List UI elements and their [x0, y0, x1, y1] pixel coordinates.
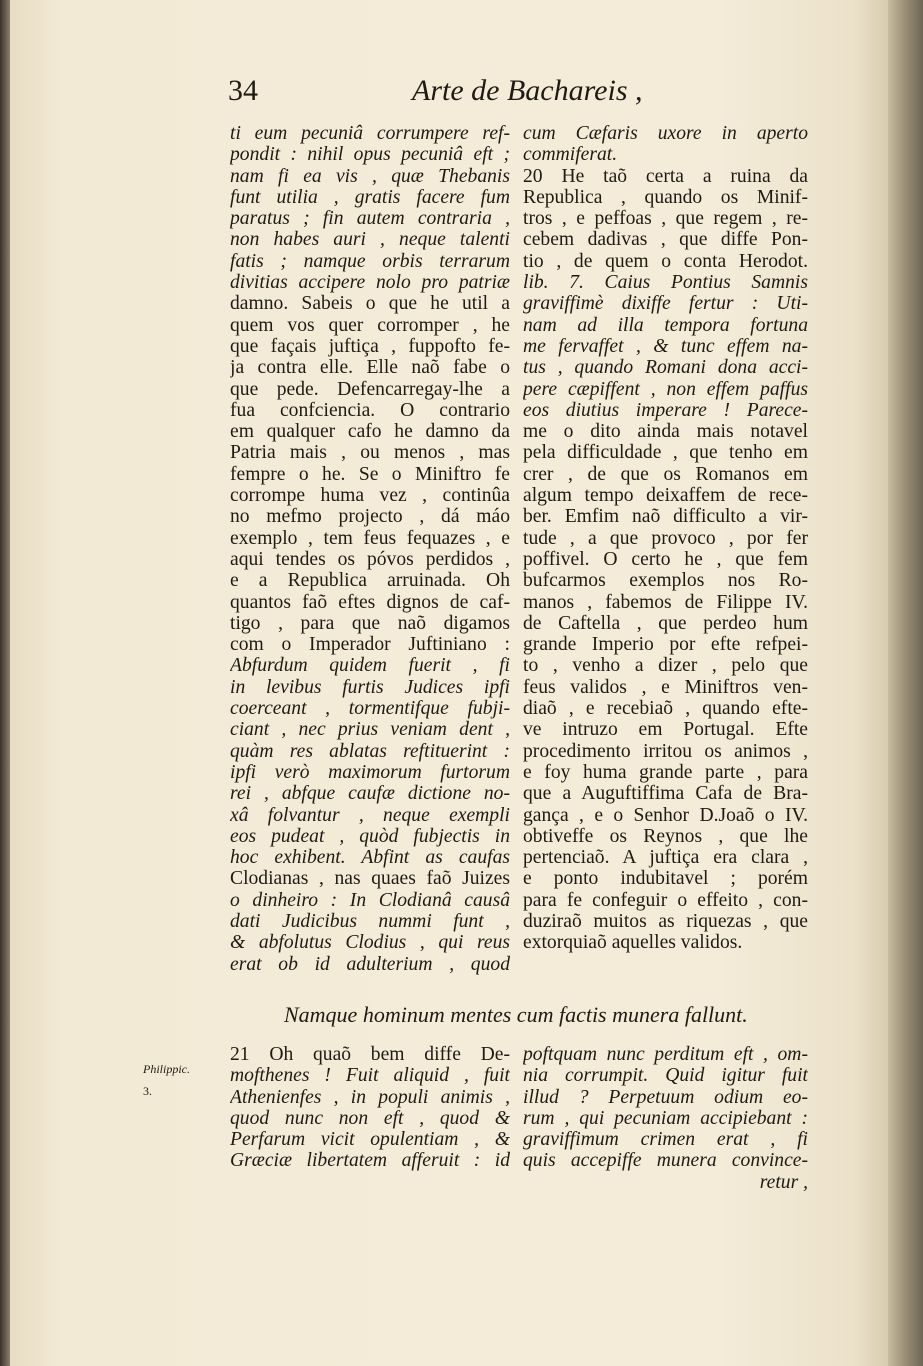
text-line: tus , quando Romani dona acci-	[523, 357, 808, 379]
text-line: Clodianas , nas quaes faõ Juizes	[230, 868, 510, 890]
text-line: quem vos quer corromper , he	[230, 314, 510, 336]
text-line: exemplo , tem feus fequazes , e	[230, 527, 510, 549]
page-header	[0, 74, 923, 124]
text-line: Græciæ libertatem afferuit : id	[230, 1150, 510, 1172]
text-line: corrompe huma vez , continûa	[230, 485, 510, 507]
text-line: cum Cæfaris uxore in aperto	[523, 123, 808, 144]
right-column	[523, 123, 808, 954]
text-line: bufcarmos exemplos nos Ro-	[523, 570, 808, 592]
margin-note-line: Philippic.	[143, 1062, 190, 1076]
text-line: ipfi verò maximorum furtorum	[230, 761, 510, 783]
text-line: in levibus furtis Judices ipfi	[230, 676, 510, 698]
text-line: pela difficuldade , que tenho em	[523, 442, 808, 464]
text-line: com o Imperador Juftiniano :	[230, 634, 510, 656]
text-line: dati Judicibus nummi funt ,	[230, 910, 510, 932]
text-line: quis accepiffe munera convince-	[523, 1150, 808, 1172]
text-line: tros , e peffoas , que regem , re-	[523, 208, 808, 230]
right-column-bottom	[523, 1044, 808, 1193]
text-line: obtiveffe os Reynos , que lhe	[523, 825, 808, 847]
text-line: manos , fabemos de Filippe IV.	[523, 591, 808, 613]
text-line: e foy huma grande parte , para	[523, 761, 808, 783]
text-line: graviffimè dixiffe fertur : Uti-	[523, 293, 808, 315]
text-line: me o dito ainda mais notavel	[523, 421, 808, 443]
text-line: mofthenes ! Fuit aliquid , fuit	[230, 1065, 510, 1087]
text-line: duziraõ muitos as riquezas , que	[523, 910, 808, 932]
text-line: Perfarum vicit opulentiam , &	[230, 1129, 510, 1151]
text-line: to , venho a dizer , pelo que	[523, 655, 808, 677]
text-line: grande Imperio por efte refpei-	[523, 634, 808, 656]
text-line: coerceant , tormentifque fubji-	[230, 698, 510, 720]
text-line: hoc exhibent. Abfint as caufas	[230, 847, 510, 869]
text-line: commiferat.	[523, 144, 618, 166]
text-line: tio , de quem o conta Herodot.	[523, 250, 808, 272]
text-line: gança , e o Senhor D.Joaõ o IV.	[523, 804, 808, 826]
text-line: quod nunc non eft , quod &	[230, 1107, 510, 1129]
text-line: diaõ , e recebiaõ , quando efte-	[523, 698, 808, 720]
text-line: Republica , quando os Minif-	[523, 186, 808, 208]
text-line: procedimento irritou os animos ,	[523, 740, 808, 762]
text-line: fatis ; namque orbis terrarum	[230, 250, 510, 272]
text-line: poftquam nunc perditum eft , om-	[523, 1044, 808, 1065]
text-line: de Caftella , que perdeo hum	[523, 612, 808, 634]
text-line: Athenienfes , in populi animis ,	[230, 1086, 510, 1108]
text-line: algum tempo deixaffem de rece-	[523, 485, 808, 507]
text-line: em qualquer cafo he damno da	[230, 421, 510, 443]
margin-note	[143, 1058, 190, 1102]
text-line: eos pudeat , quòd fubjectis in	[230, 825, 510, 847]
text-line: damno. Sabeis o que he util a	[230, 293, 510, 315]
centered-quote: Namque hominum mentes cum factis munera fallunt.	[284, 1002, 748, 1027]
text-line: ja contra elle. Elle naõ fabe o	[230, 357, 510, 379]
book-gutter	[0, 0, 10, 1366]
left-column-bottom	[230, 1044, 510, 1172]
text-line: xâ folvantur , neque exempli	[230, 804, 510, 826]
text-line: aqui tendes os póvos perdidos ,	[230, 548, 510, 570]
text-line: & abfolutus Clodius , qui reus	[230, 932, 510, 954]
text-line: extorquiaõ aquelles validos.	[523, 932, 743, 954]
text-line: poffivel. O certo he , que fem	[523, 548, 808, 570]
text-line: ti eum pecuniâ corrumpere ref-	[230, 123, 510, 144]
text-line: Abfurdum quidem fuerit , fi	[230, 655, 510, 677]
text-line: que façais juftiça , fuppofto fe-	[230, 335, 510, 357]
text-line: quàm res ablatas reftituerint :	[230, 740, 510, 762]
text-line: pertenciaõ. A juftiça era clara ,	[523, 847, 808, 869]
text-line: que pede. Defencarregay-lhe a	[230, 378, 510, 400]
text-line: quantos faõ eftes dignos de caf-	[230, 591, 510, 613]
text-line: non habes auri , neque talenti	[230, 229, 510, 251]
text-line: no mefmo projecto , dá máo	[230, 506, 510, 528]
text-line: tude , a que provoco , por fer	[523, 527, 808, 549]
text-line: para fe confeguir o effeito , con-	[523, 889, 808, 911]
text-line: pondit : nihil opus pecuniâ eft ;	[230, 144, 510, 166]
text-line: feus validos , e Miniftros ven-	[523, 676, 808, 698]
text-line: nia corrumpit. Quid igitur fuit	[523, 1065, 808, 1087]
text-line: o dinheiro : In Clodianâ causâ	[230, 889, 510, 911]
text-line: Patria mais , ou menos , mas	[230, 442, 510, 464]
text-line: divitias accipere nolo pro patriæ	[230, 272, 510, 294]
text-line: illud ? Perpetuum odium eo-	[523, 1086, 808, 1108]
text-line: paratus ; fin autem contraria ,	[230, 208, 510, 230]
text-line: crer , de que os Romanos em	[523, 463, 808, 485]
text-line: 20 He taõ certa a ruina da	[523, 165, 808, 187]
text-line: eos diutius imperare ! Parece-	[523, 399, 808, 421]
margin-note-line: 3.	[143, 1084, 152, 1098]
left-column	[230, 123, 510, 975]
text-line: fempre o he. Se o Miniftro fe	[230, 463, 510, 485]
text-line: rum , qui pecuniam accipiebant :	[523, 1107, 808, 1129]
facing-page-edge	[888, 0, 923, 1366]
text-line: ciant , nec prius veniam dent ,	[230, 719, 510, 741]
text-line: ve intruzo em Portugal. Efte	[523, 719, 808, 741]
text-line: me fervaffet , & tunc effem na-	[523, 335, 808, 357]
text-line: erat ob id adulterium , quod	[230, 953, 510, 975]
text-line: tigo , para que naõ digamos	[230, 612, 510, 634]
text-line: e ponto indubitavel ; porém	[523, 868, 808, 890]
text-line: que a Auguftiffima Cafa de Bra-	[523, 783, 808, 805]
text-line: e a Republica arruinada. Oh	[230, 570, 510, 592]
text-line: retur ,	[759, 1171, 808, 1193]
text-line: nam fi ea vis , quæ Thebanis	[230, 165, 510, 187]
text-line: ber. Emfim naõ difficulto a vir-	[523, 506, 808, 528]
text-line: nam ad illa tempora fortuna	[523, 314, 808, 336]
page-number: 34	[228, 74, 258, 107]
text-line: funt utilia , gratis facere fum	[230, 186, 510, 208]
text-line: cebem dadivas , que diffe Pon-	[523, 229, 808, 251]
running-title: Arte de Bachareis ,	[412, 74, 643, 107]
text-line: lib. 7. Caius Pontius Samnis	[523, 272, 808, 294]
text-line: 21 Oh quaõ bem diffe De-	[230, 1044, 510, 1065]
text-line: fua confciencia. O contrario	[230, 399, 510, 421]
text-line: pere cæpiffent , non effem paffus	[523, 378, 808, 400]
text-line: graviffimum crimen erat , fi	[523, 1129, 808, 1151]
text-line: rei , abfque caufæ dictione no-	[230, 783, 510, 805]
